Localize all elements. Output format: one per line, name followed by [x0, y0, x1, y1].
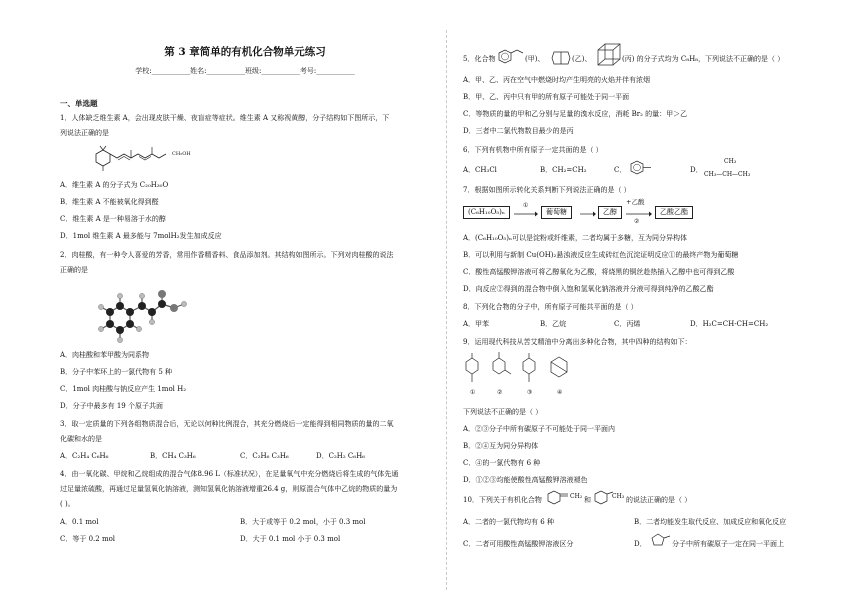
q7-option-d: D．向反应②得到的混合物中倒入饱和氢氧化钠溶液并分液可得到纯净的乙酸乙酯	[463, 285, 714, 293]
q7-step2-label: ②	[634, 218, 640, 225]
q5-option-b: B．甲、乙、丙中只有甲的所有原子可能处于同一平面	[463, 93, 630, 101]
q4-stem-line1: 4．由一氧化碳、甲烷和乙烷组成的混合气体8.96 L（标准状况），在足量氧气中充分燃烧后将生成的气体先通	[60, 470, 399, 478]
q10-stem-lead: 10．下列关于有机化合物	[463, 496, 542, 504]
q1-option-a: A．维生素 A 的分子式为 C₂₀H₃₀O	[60, 181, 169, 189]
q4-option-c: C．等于 0.2 mol	[60, 535, 116, 543]
q9-ask: 下列说法不正确的是（ ）	[463, 408, 543, 416]
q3-option-d: D．C₂H₂ C₆H₆	[316, 452, 365, 460]
q3-option-a: A．C₂H₄ C₆H₆	[60, 452, 109, 460]
q10-stem-tail: 的说法正确的是（ ）	[626, 496, 692, 504]
q9-option-a: A．②③分子中所有碳原子不可能处于同一平面内	[463, 425, 616, 433]
q5-stem-tail: (丙) 的分子式均为 C₈H₈，下列说法不正确的是（ ）	[622, 55, 785, 63]
q10-d-cyclopentyl-structure	[650, 532, 672, 548]
bicyclic-structure	[550, 47, 572, 69]
q10-option-a: A．二者的一氯代物均有 6 种	[463, 518, 554, 526]
q10-and: 和	[584, 496, 591, 504]
q9-structures	[463, 352, 583, 396]
q5-option-c: C．等物质的量的甲和乙分别与足量的溴水反应，消耗 Br₂ 的量：甲＞乙	[463, 110, 688, 118]
q8-option-c: C．丙烯	[614, 320, 641, 328]
q2-option-b: B．分子中苯环上的一氯代物有 5 种	[60, 368, 173, 376]
q1-option-c: C．维生素 A 是一种易溶于水的醇	[60, 215, 166, 223]
q7-box3-text: 乙醇	[598, 206, 622, 219]
q8-option-a: A．甲苯	[463, 320, 490, 328]
q6-d-ch3-label: CH₃	[724, 158, 737, 165]
q3-option-c: C．C₂H₆ C₃H₆	[240, 452, 289, 460]
q5-option-a: A．甲、乙、丙在空气中燃烧时均产生明亮的火焰并伴有浓烟	[463, 76, 651, 84]
q2-stem-line2: 正确的是	[60, 266, 88, 274]
q3-stem-line1: 3．取一定质量的下列各组物质混合后，无论以何种比例混合，其充分燃烧后一定能得到相同物质的量的二氧	[60, 420, 394, 428]
q10-option-c: C．二者可用酸性高锰酸钾溶液区分	[463, 540, 574, 548]
q7-box1-text: (C₆H₁₀O₅)ₙ	[463, 206, 510, 219]
q7-option-c: C．酸性高锰酸钾溶液可将乙醇氧化为乙酸，将烧黑的铜丝趁热插入乙醇中也可得到乙酸	[463, 268, 735, 276]
q9-label-1: ①	[470, 389, 476, 396]
section-heading: 一、单选题	[60, 99, 98, 108]
q6-d-chain-label: CH₃—CH—CH₃	[704, 171, 751, 178]
page-title: 第 3 章简单的有机化合物单元练习	[164, 46, 326, 58]
cubane-structure	[596, 42, 622, 68]
q4-option-a: A．0.1 mol	[60, 518, 99, 526]
q9-option-c: C．④的一氯代物有 6 种	[463, 459, 541, 467]
q8-option-d: D．H₂C=CH-CH=CH₂	[690, 320, 769, 328]
q2-option-a: A．肉桂酸和苯甲酸为同系物	[60, 351, 150, 359]
q7-arrow-1	[514, 211, 538, 217]
q9-stem: 9．运用现代科技从苦艾精油中分离出多种化合物，其中四种的结构如下：	[463, 338, 692, 346]
q10-option-d-tail: 分子中所有碳原子一定在同一平面上	[672, 540, 784, 548]
q5-stem-lead: 5．化合物	[463, 55, 496, 63]
q7-option-b: B．可以利用与新制 Cu(OH)₂悬浊液反应生成砖红色沉淀证明反应①的最终产物为葡萄糖	[463, 251, 739, 259]
q7-box2-text: 葡萄糖	[541, 206, 572, 219]
q9-label-2: ②	[497, 389, 503, 396]
q10-methylenecyclohexane-structure	[546, 490, 570, 506]
q7-stem: 7．根据如图所示转化关系判断下列说法正确的是（ ）	[463, 186, 631, 194]
q8-option-b: B．乙烷	[540, 320, 567, 328]
q4-stem-line3: ( )。	[60, 500, 75, 508]
q7-box4-text: 乙酸乙酯	[655, 206, 693, 219]
q7-box-polysaccharide	[463, 206, 510, 219]
q9-label-3: ③	[527, 389, 533, 396]
q4-option-b: B．大于或等于 0.2 mol，小于 0.3 mol	[240, 518, 366, 526]
q10-ch2-label: CH₂	[570, 493, 583, 500]
q6-option-d: D．	[690, 166, 703, 174]
q1-stem-line2: 列说法正确的是	[60, 129, 109, 137]
q5-label-jia: (甲)、	[525, 55, 545, 63]
q10-option-d-lead: D．	[634, 540, 647, 548]
q3-option-b: B．CH₄ C₃H₆	[150, 452, 196, 460]
q7-step1-label: ①	[523, 202, 529, 209]
q1-stem-line1: 1．人体缺乏维生素 A，会出现皮肤干燥、夜盲症等症状。维生素 A 又称视黄醇，分子结构如下图所示，下	[60, 114, 390, 122]
q7-option-a: A．(C₆H₁₀O₅)ₙ可以是淀粉或纤维素，二者均属于多糖，互为同分异构体	[463, 234, 687, 242]
q5-option-d: D．三者中二氯代物数目最少的是丙	[463, 127, 574, 135]
q7-box-ethyl-acetate	[655, 206, 693, 219]
q2-option-d: D．分子中最多有 19 个原子共面	[60, 402, 163, 410]
q8-stem: 8．下列化合物的分子中，所有原子可能共平面的是（ ）	[463, 303, 638, 311]
q6-stem: 6．下列有机物中所有原子一定共面的是（ ）	[463, 146, 603, 154]
q7-box-ethanol	[598, 206, 622, 219]
q6-option-b: B．CH₂=CH₂	[540, 166, 587, 174]
q4-option-d: D．大于 0.1 mol 小于 0.3 mol	[240, 535, 341, 543]
q7-box-glucose	[541, 206, 572, 219]
q3-stem-line2: 化碳和水的是	[60, 435, 102, 443]
column-divider	[446, 30, 447, 590]
q10-option-b: B．二者均能发生取代反应、加成反应和氧化反应	[634, 518, 787, 526]
q9-label-4: ④	[557, 389, 563, 396]
student-info-line: 学校:___________姓名:___________班级:___________考号:___________	[135, 67, 355, 75]
q1-option-d: D．1mol 维生素 A 最多能与 7molH₂发生加成反应	[60, 232, 222, 240]
q1-option-b: B．维生素 A 不能被氧化得到醛	[60, 198, 159, 206]
styrene-structure	[496, 47, 524, 69]
cinnamic-acid-ball-model	[96, 282, 196, 352]
q10-ch3-label: CH₃	[612, 493, 625, 500]
q9-option-b: B．②④互为同分异构体	[463, 442, 539, 450]
q6-option-c: C．	[614, 166, 627, 174]
q6-option-a: A．CH₃Cl	[463, 166, 497, 174]
q2-stem-line1: 2．肉桂酸，有一种令人喜爱的芳香，常用作香精香料、食品添加剂。其结构如图所示。下列对肉桂酸的说法	[60, 251, 394, 259]
vitamin-a-ch2oh-label: CH₂OH	[172, 151, 191, 157]
q7-arrow-2	[580, 211, 596, 217]
q9-option-d: D．①②③均能使酸性高锰酸钾溶液褪色	[463, 476, 588, 484]
q2-option-c: C．1mol 肉桂酸与钠反应产生 1mol H₂	[60, 385, 187, 393]
q5-label-yi: (乙)、	[572, 55, 592, 63]
q7-reagent-label: +乙酸	[626, 198, 645, 206]
q4-stem-line2: 过足量浓硫酸，再通过足量氢氧化钠溶液，测知氢氧化钠溶液增重26.4 g，则原混合气体中乙烷的物质的量为	[60, 485, 398, 493]
toluene-structure	[628, 159, 656, 179]
